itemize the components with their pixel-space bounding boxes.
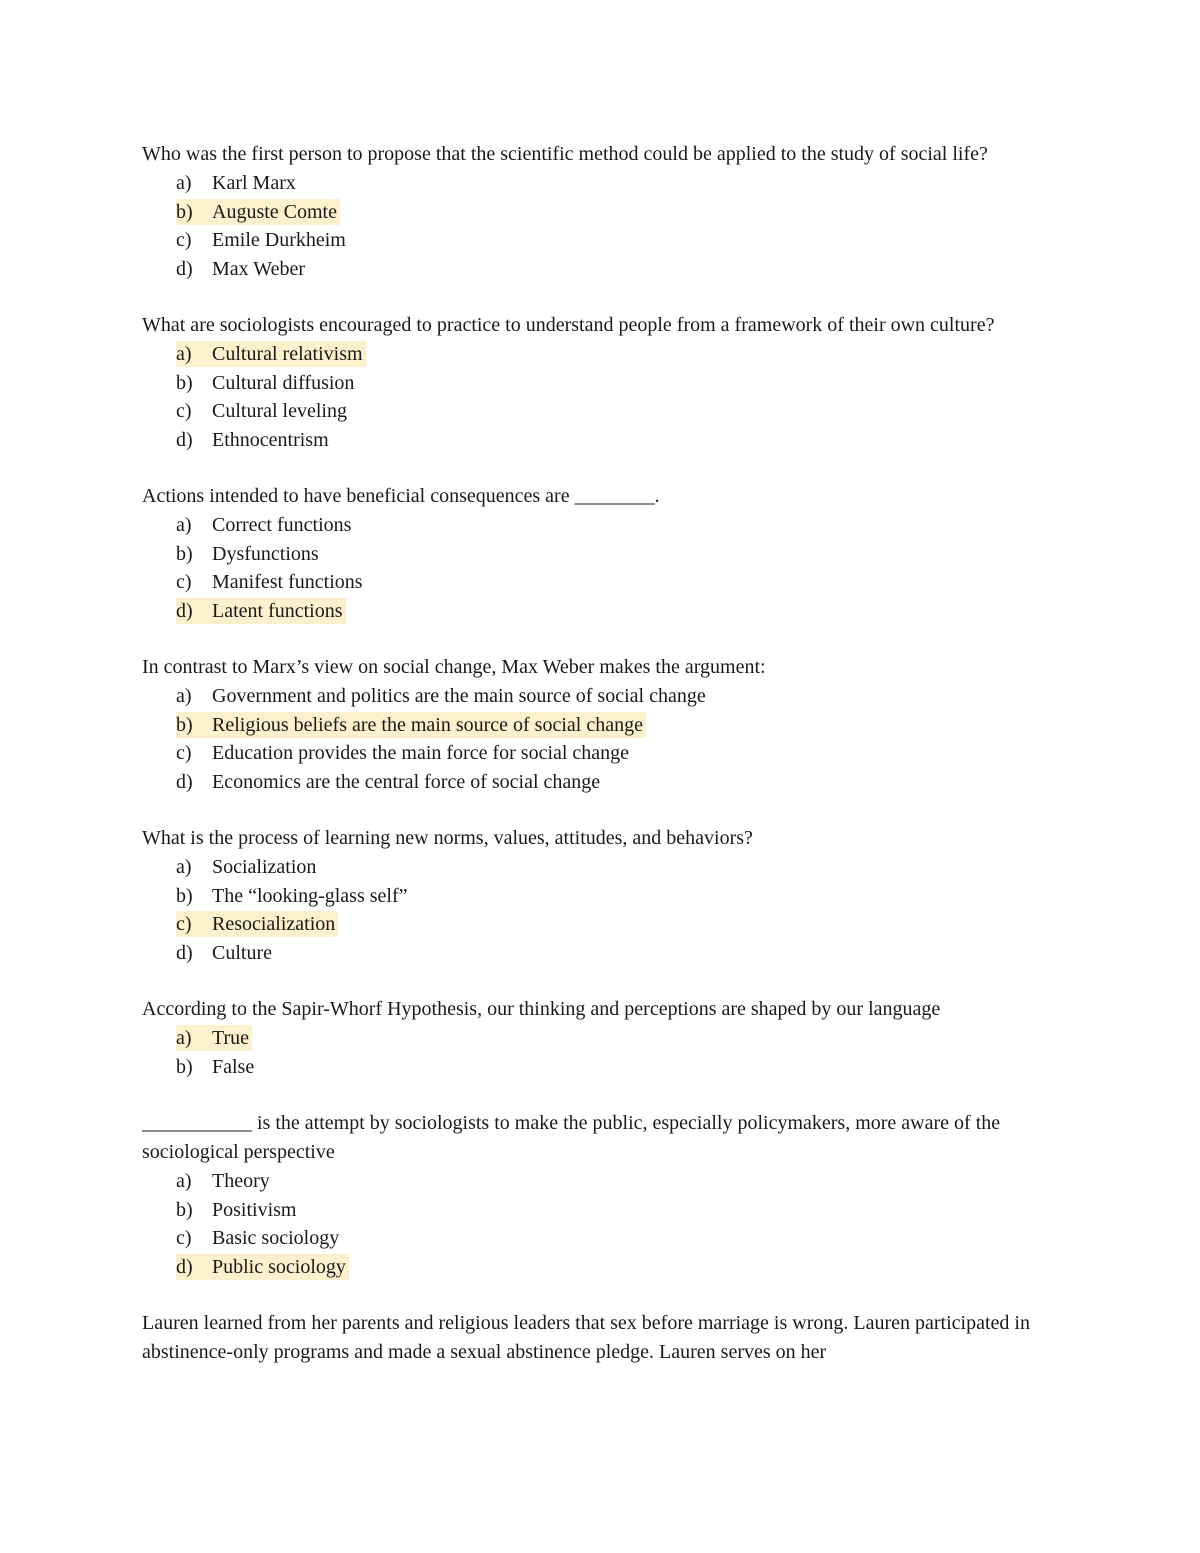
answer-option xyxy=(142,1053,1072,1082)
option-letter: a) xyxy=(176,856,192,878)
question-block xyxy=(142,140,1072,283)
option-letter: c) xyxy=(176,742,192,764)
answer xyxy=(176,427,332,453)
answer-option xyxy=(142,1196,1072,1225)
answer xyxy=(176,256,308,282)
option-text: True xyxy=(212,1027,250,1049)
option-letter: b) xyxy=(176,1055,193,1078)
highlighted-answer xyxy=(176,199,340,225)
highlighted-answer xyxy=(176,341,366,367)
question-text: According to the Sapir-Whorf Hypothesis, our thinking and perceptions are shaped by our language xyxy=(142,998,941,1020)
answer xyxy=(176,1168,273,1194)
answer-option xyxy=(142,910,1072,939)
answer-options xyxy=(142,340,1072,454)
answer xyxy=(176,883,411,909)
question-text: Actions intended to have beneficial consequences are ________. xyxy=(142,485,660,507)
answer-option xyxy=(142,939,1072,968)
option-letter: c) xyxy=(176,913,192,935)
option-text: Basic sociology xyxy=(212,1227,340,1249)
answer xyxy=(176,227,349,253)
option-text: Manifest functions xyxy=(212,571,363,593)
answer-options xyxy=(142,853,1072,967)
answer-options xyxy=(142,511,1072,625)
option-text: False xyxy=(212,1055,255,1078)
option-letter: a) xyxy=(176,1170,192,1192)
answer-option xyxy=(142,540,1072,569)
answer xyxy=(176,769,603,795)
question-text: What is the process of learning new norms, values, attitudes, and behaviors? xyxy=(142,827,753,849)
quiz xyxy=(142,140,1072,1367)
answer-option xyxy=(142,1167,1072,1196)
option-text: Karl Marx xyxy=(212,172,296,194)
option-text: Socialization xyxy=(212,856,317,878)
option-text: Religious beliefs are the main source of social change xyxy=(212,713,643,736)
answer-option xyxy=(142,511,1072,540)
option-letter: b) xyxy=(176,542,193,565)
option-letter: d) xyxy=(176,770,193,793)
option-text: Positivism xyxy=(212,1198,297,1221)
answer-option xyxy=(142,226,1072,255)
answer-option xyxy=(142,1024,1072,1053)
answer-options xyxy=(142,1167,1072,1281)
answer-options xyxy=(142,169,1072,283)
answer xyxy=(176,940,275,966)
question-block xyxy=(142,1109,1072,1281)
answer-option xyxy=(142,739,1072,768)
option-letter: b) xyxy=(176,713,193,736)
question-text: Who was the first person to propose that the scientific method could be applied to the study of social life? xyxy=(142,143,988,165)
question-block xyxy=(142,824,1072,967)
question-text: What are sociologists encouraged to practice to understand people from a framework of their own culture? xyxy=(142,314,995,336)
option-text: Latent functions xyxy=(212,599,343,622)
highlighted-answer xyxy=(176,1025,252,1051)
question-block xyxy=(142,1309,1072,1367)
question-block xyxy=(142,311,1072,454)
option-text: Culture xyxy=(212,941,272,964)
question-text: ___________ is the attempt by sociologists to make the public, especially policymakers, more aware of the sociological perspective xyxy=(142,1112,1001,1163)
answer xyxy=(176,541,322,567)
option-letter: b) xyxy=(176,200,193,223)
option-letter: b) xyxy=(176,884,193,907)
answer-option xyxy=(142,568,1072,597)
option-letter: a) xyxy=(176,1027,192,1049)
question-text: Lauren learned from her parents and religious leaders that sex before marriage is wrong. Lauren participated in abstinence-only programs and made a sexual abstinence pledge. Lauren serves on her xyxy=(142,1312,1030,1363)
answer-option xyxy=(142,255,1072,284)
answer-option xyxy=(142,369,1072,398)
answer xyxy=(176,370,357,396)
answer-option xyxy=(142,198,1072,227)
option-text: Theory xyxy=(212,1170,270,1192)
option-letter: a) xyxy=(176,172,192,194)
highlighted-answer xyxy=(176,712,646,738)
option-text: Correct functions xyxy=(212,514,352,536)
option-letter: a) xyxy=(176,514,192,536)
option-letter: c) xyxy=(176,400,192,422)
answer-option xyxy=(142,682,1072,711)
highlighted-answer xyxy=(176,598,346,624)
option-text: Education provides the main force for social change xyxy=(212,742,630,764)
option-text: Auguste Comte xyxy=(212,200,337,223)
option-text: Cultural relativism xyxy=(212,343,363,365)
option-letter: c) xyxy=(176,1227,192,1249)
answer-option xyxy=(142,1253,1072,1282)
option-letter: d) xyxy=(176,1255,193,1278)
answer xyxy=(176,170,299,196)
option-letter: b) xyxy=(176,371,193,394)
question-text: In contrast to Marx’s view on social change, Max Weber makes the argument: xyxy=(142,656,766,678)
option-letter: c) xyxy=(176,571,192,593)
answer xyxy=(176,1197,299,1223)
question-block xyxy=(142,653,1072,796)
highlighted-answer xyxy=(176,911,338,937)
option-text: Ethnocentrism xyxy=(212,428,329,451)
answer xyxy=(176,1225,342,1251)
answer-option xyxy=(142,340,1072,369)
answer-option xyxy=(142,768,1072,797)
answer xyxy=(176,398,350,424)
option-text: Emile Durkheim xyxy=(212,229,346,251)
answer-options xyxy=(142,1024,1072,1081)
option-text: Cultural leveling xyxy=(212,400,347,422)
answer xyxy=(176,569,366,595)
answer-option xyxy=(142,426,1072,455)
answer-option xyxy=(142,711,1072,740)
answer xyxy=(176,740,632,766)
answer-option xyxy=(142,597,1072,626)
option-letter: d) xyxy=(176,599,193,622)
answer-option xyxy=(142,169,1072,198)
answer xyxy=(176,512,354,538)
option-letter: d) xyxy=(176,428,193,451)
highlighted-answer xyxy=(176,1254,349,1280)
option-letter: b) xyxy=(176,1198,193,1221)
option-text: Government and politics are the main source of social change xyxy=(212,685,706,707)
option-text: Public sociology xyxy=(212,1255,346,1278)
answer-option xyxy=(142,853,1072,882)
option-text: Resocialization xyxy=(212,913,336,935)
option-text: The “looking-glass self” xyxy=(212,884,408,907)
option-text: Cultural diffusion xyxy=(212,371,355,394)
answer xyxy=(176,1054,257,1080)
answer-option xyxy=(142,397,1072,426)
document-page xyxy=(142,140,1072,1395)
option-text: Economics are the central force of social change xyxy=(212,770,601,793)
answer xyxy=(176,683,709,709)
option-text: Dysfunctions xyxy=(212,542,319,565)
answer-options xyxy=(142,682,1072,796)
question-block xyxy=(142,995,1072,1081)
question-block xyxy=(142,482,1072,625)
answer xyxy=(176,854,319,880)
answer-option xyxy=(142,1224,1072,1253)
option-text: Max Weber xyxy=(212,257,305,280)
option-letter: a) xyxy=(176,343,192,365)
option-letter: d) xyxy=(176,257,193,280)
option-letter: a) xyxy=(176,685,192,707)
option-letter: c) xyxy=(176,229,192,251)
option-letter: d) xyxy=(176,941,193,964)
answer-option xyxy=(142,882,1072,911)
